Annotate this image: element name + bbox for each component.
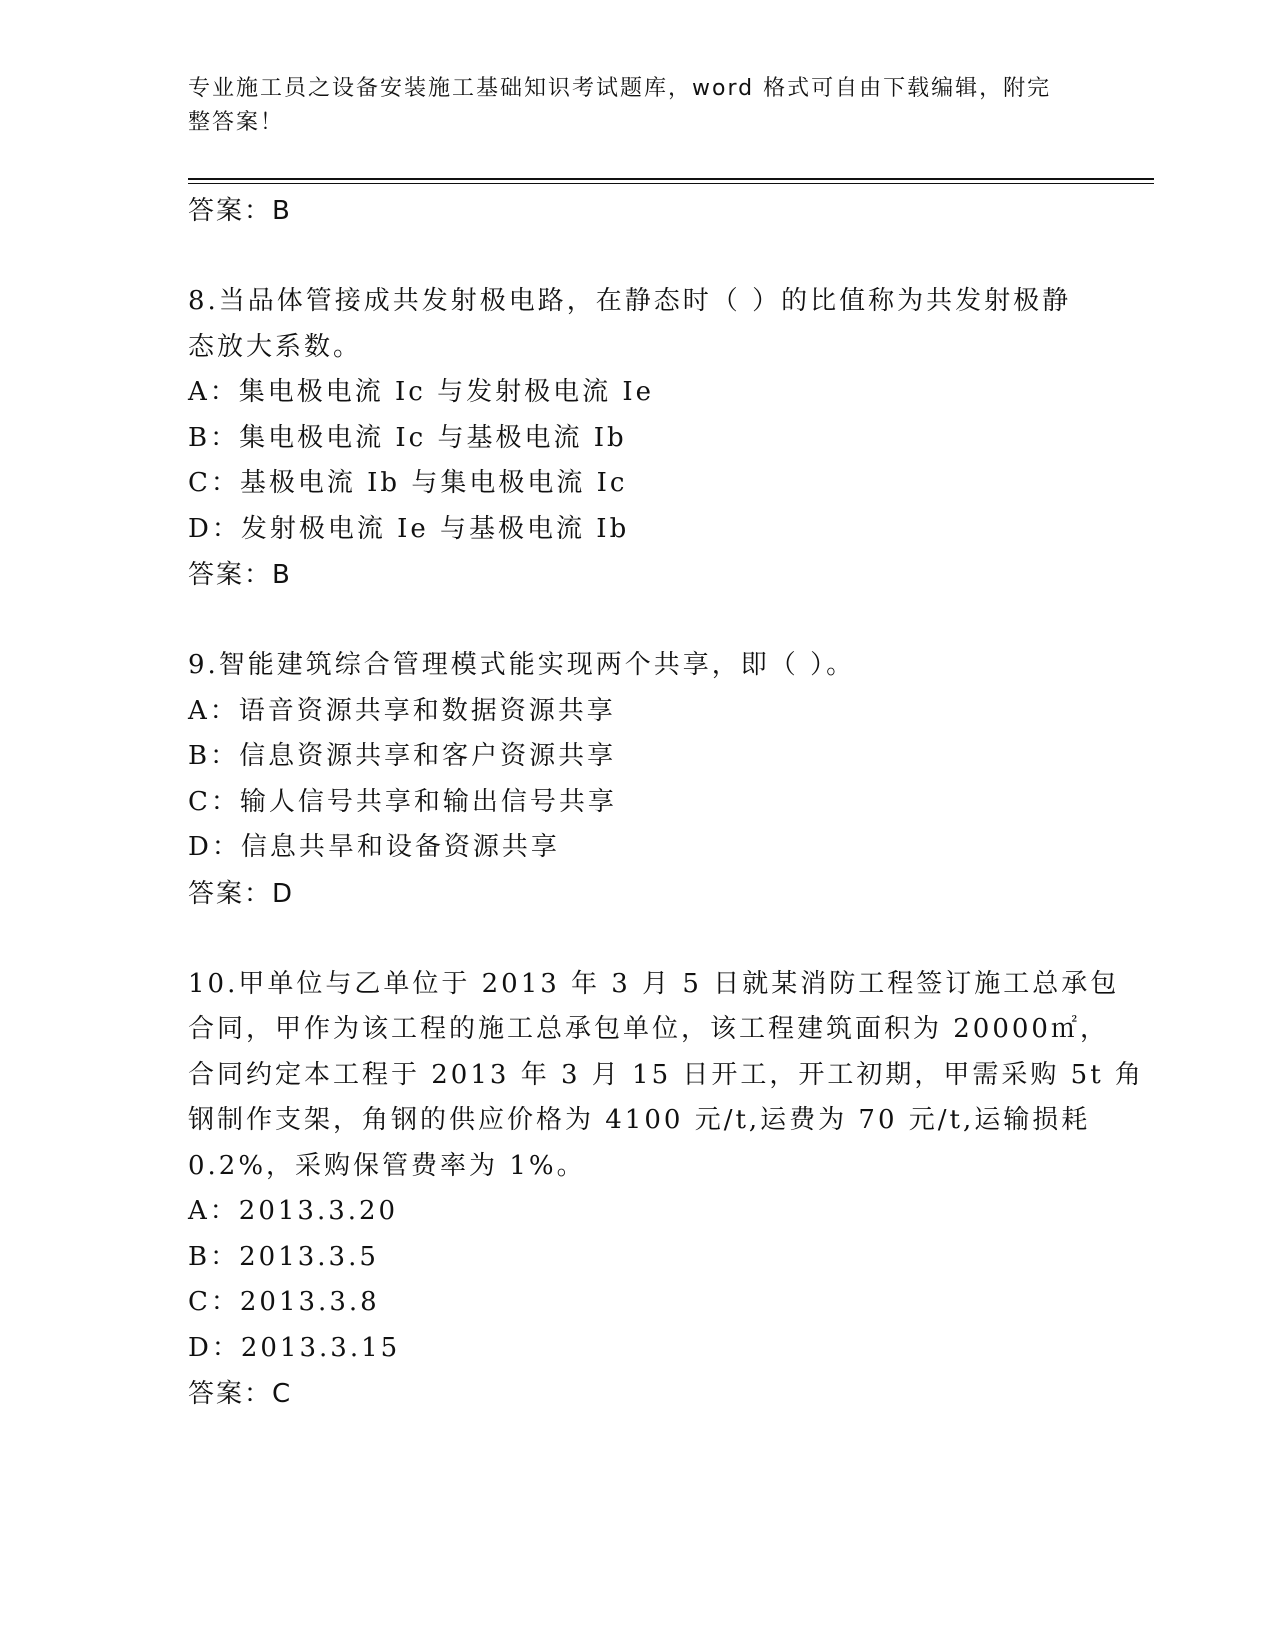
option-c: C：输人信号共享和输出信号共享 — [188, 786, 617, 817]
header-rule-thick — [188, 178, 1154, 180]
option-c: C：2013.3.8 — [188, 1287, 380, 1317]
question-text-line: 态放大系数。 — [188, 331, 363, 362]
option-b: B：2013.3.5 — [188, 1241, 379, 1272]
answer: 答案：B — [188, 560, 292, 590]
question-text-line: 10.甲单位与乙单位于 2013 年 3 月 5 日就某消防工程签订施工总承包 — [188, 968, 1120, 999]
option-d: D：信息共旱和设备资源共享 — [188, 832, 560, 862]
header-line-1: 专业施工员之设备安装施工基础知识考试题库，word 格式可自由下载编辑，附完 — [188, 76, 1052, 101]
question-text-line: 钢制作支架，角钢的供应价格为 4100 元/t,运费为 70 元/t,运输损耗 — [188, 1105, 1091, 1135]
question-text-line: 合同，甲作为该工程的施工总承包单位，该工程建筑面积为 20000㎡， — [188, 1014, 1109, 1044]
option-a: A：语音资源共享和数据资源共享 — [188, 695, 616, 726]
question-9 — [188, 643, 1088, 917]
option-a: A：2013.3.20 — [188, 1196, 399, 1226]
question-text-line: 8.当品体管接成共发射极电路，在静态时（ ）的比值称为共发射极静 — [188, 286, 1072, 316]
header-line-2: 整答案！ — [188, 110, 285, 135]
question-text-line: 0.2%，采购保管费率为 1%。 — [188, 1150, 586, 1181]
question-text-line: 合同约定本工程于 2013 年 3 月 15 日开工，开工初期，甲需采购 5t 角 — [188, 1059, 1144, 1090]
question-text-line: 9.智能建筑综合管理模式能实现两个共享，即（ ）。 — [188, 650, 856, 680]
option-b: B：信息资源共享和客户资源共享 — [188, 741, 617, 771]
answer: 答案：D — [188, 878, 295, 909]
previous-answer: 答案：B — [188, 196, 292, 226]
option-c: C：基极电流 Ib 与集电极电流 Ic — [188, 468, 628, 498]
option-d: D：发射极电流 Ie 与基极电流 Ib — [188, 513, 630, 544]
header-rule-thin — [188, 183, 1154, 184]
document-header — [188, 72, 1068, 140]
question-list — [188, 188, 1144, 1417]
option-a: A：集电极电流 Ic 与发射极电流 Ie — [188, 377, 655, 407]
answer: 答案：C — [188, 1379, 293, 1409]
question-8 — [188, 279, 1088, 598]
question-10 — [188, 962, 1144, 1418]
option-b: B：集电极电流 Ic 与基极电流 Ib — [188, 422, 627, 453]
option-d: D：2013.3.15 — [188, 1332, 401, 1363]
